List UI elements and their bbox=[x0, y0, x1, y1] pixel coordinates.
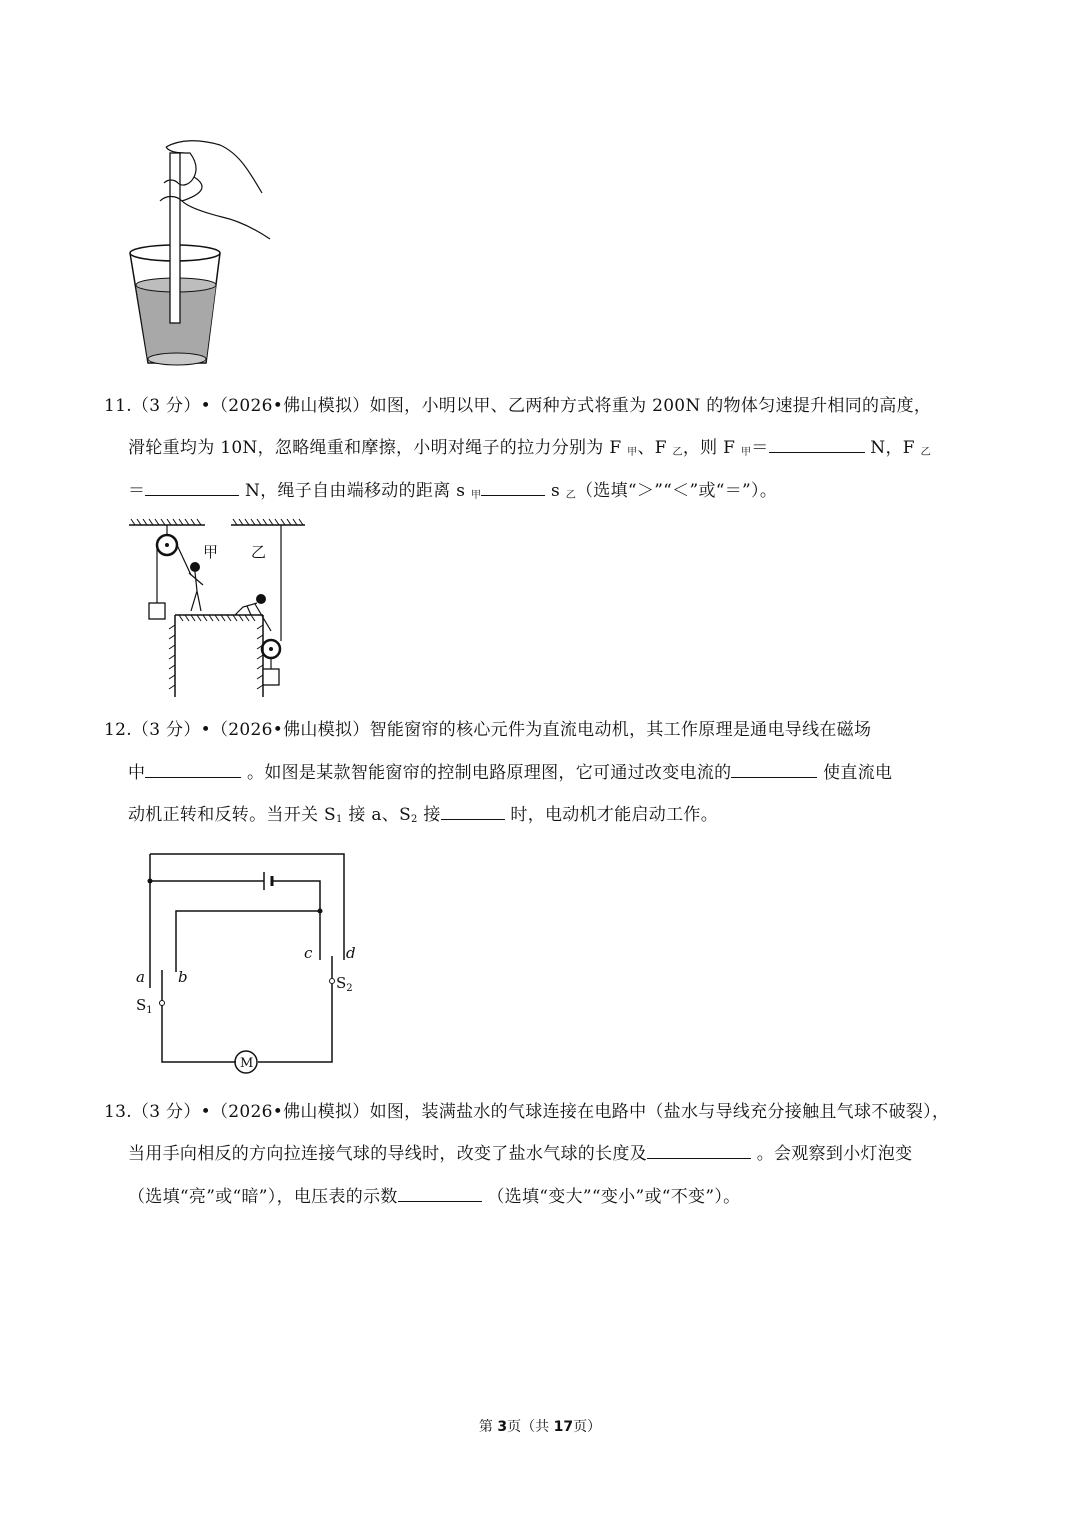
q12-text: 接 bbox=[417, 805, 441, 825]
subscript-jia: 甲 bbox=[470, 490, 482, 501]
q11-text: 滑轮重均为 10N，忽略绳重和摩擦，小明对绳子的拉力分别为 F bbox=[128, 438, 628, 458]
motor-icon: M bbox=[240, 1056, 254, 1071]
label-yi: 乙 bbox=[251, 543, 267, 561]
answer-blank[interactable] bbox=[398, 1187, 482, 1202]
q12-line-2 bbox=[128, 762, 892, 784]
answer-blank[interactable] bbox=[647, 1144, 751, 1159]
label-s2: $S_2$ bbox=[336, 974, 353, 994]
q13-text: 当用手向相反的方向拉连接气球的导线时，改变了盐水气球的长度及 bbox=[128, 1144, 647, 1164]
q11-text: ＝ bbox=[751, 438, 769, 458]
q12-line-1 bbox=[104, 719, 871, 741]
footer-text: 页） bbox=[573, 1419, 602, 1435]
q11-text: 、F bbox=[637, 438, 673, 458]
q11-text: ＝ bbox=[128, 481, 146, 501]
answer-blank[interactable] bbox=[731, 763, 817, 778]
q11-line-1 bbox=[104, 395, 931, 417]
q11-text: N，绳子自由端移动的距离 s bbox=[239, 481, 471, 501]
answer-blank[interactable] bbox=[145, 481, 239, 496]
q13-text: （选填“亮”或“暗”），电压表的示数 bbox=[128, 1187, 398, 1207]
page-total: 17 bbox=[553, 1419, 574, 1435]
q13-text: 13.（3 分）•（2026•佛山模拟）如图，装满盐水的气球连接在电路中（盐水与导线充分接触且气球不破裂）， bbox=[104, 1102, 950, 1122]
q12-line-3 bbox=[128, 804, 718, 831]
q11-text: s bbox=[545, 481, 566, 501]
label-d: d bbox=[346, 944, 356, 962]
q13-text: 。会观察到小灯泡变 bbox=[751, 1144, 913, 1164]
label-b: b bbox=[178, 968, 188, 986]
q12-text: 使直流电 bbox=[817, 763, 893, 783]
q12-text: 12.（3 分）•（2026•佛山模拟）智能窗帘的核心元件为直流电动机，其工作原理是通电导线在磁场 bbox=[104, 720, 872, 740]
page-number: 3 bbox=[497, 1419, 508, 1435]
q11-text: 11.（3 分）•（2026•佛山模拟）如图，小明以甲、乙两种方式将重为 200N 的物体匀速提升相同的高度， bbox=[104, 396, 932, 416]
q11-line-2 bbox=[128, 437, 931, 464]
q13-line-3 bbox=[128, 1186, 740, 1208]
q11-line-3 bbox=[128, 480, 777, 507]
subscript-2: 2 bbox=[411, 814, 418, 825]
q12-text: 接 a、S bbox=[342, 805, 412, 825]
q13-text: （选填“变大”“变小”或“不变”）。 bbox=[481, 1187, 741, 1207]
circuit-figure bbox=[128, 848, 368, 1080]
q12-text: 。如图是某款智能窗帘的控制电路原理图，它可通过改变电流的 bbox=[241, 763, 732, 783]
q11-text: （选填“＞”“＜”或“＝”）。 bbox=[576, 481, 778, 501]
subscript-jia: 甲 bbox=[627, 447, 638, 458]
straw-cup-figure bbox=[120, 135, 280, 375]
q11-text: N，F bbox=[864, 438, 921, 458]
subscript-1: 1 bbox=[335, 814, 343, 825]
q13-line-1 bbox=[104, 1101, 949, 1123]
q11-text: ，则 F bbox=[682, 438, 741, 458]
pulley-figure bbox=[125, 515, 315, 700]
subscript-jia: 甲 bbox=[740, 447, 752, 458]
label-jia: 甲 bbox=[203, 543, 219, 561]
q12-text: 中 bbox=[128, 763, 146, 783]
subscript-yi: 乙 bbox=[672, 447, 683, 458]
page-footer bbox=[0, 1416, 1080, 1436]
label-a: a bbox=[136, 968, 145, 986]
q12-text: 动机正转和反转。当开关 S bbox=[128, 805, 336, 825]
q13-line-2 bbox=[128, 1143, 912, 1165]
label-c: c bbox=[304, 944, 313, 962]
label-s1: $S_1$ bbox=[136, 996, 153, 1016]
subscript-yi: 乙 bbox=[920, 447, 931, 458]
q12-text: 时，电动机才能启动工作。 bbox=[504, 805, 719, 825]
answer-blank[interactable] bbox=[441, 805, 505, 820]
answer-blank[interactable] bbox=[769, 438, 865, 453]
subscript-yi: 乙 bbox=[565, 490, 576, 501]
answer-blank[interactable] bbox=[481, 481, 545, 496]
footer-text: 页（共 bbox=[507, 1419, 554, 1435]
footer-text: 第 bbox=[478, 1419, 498, 1435]
answer-blank[interactable] bbox=[145, 763, 241, 778]
